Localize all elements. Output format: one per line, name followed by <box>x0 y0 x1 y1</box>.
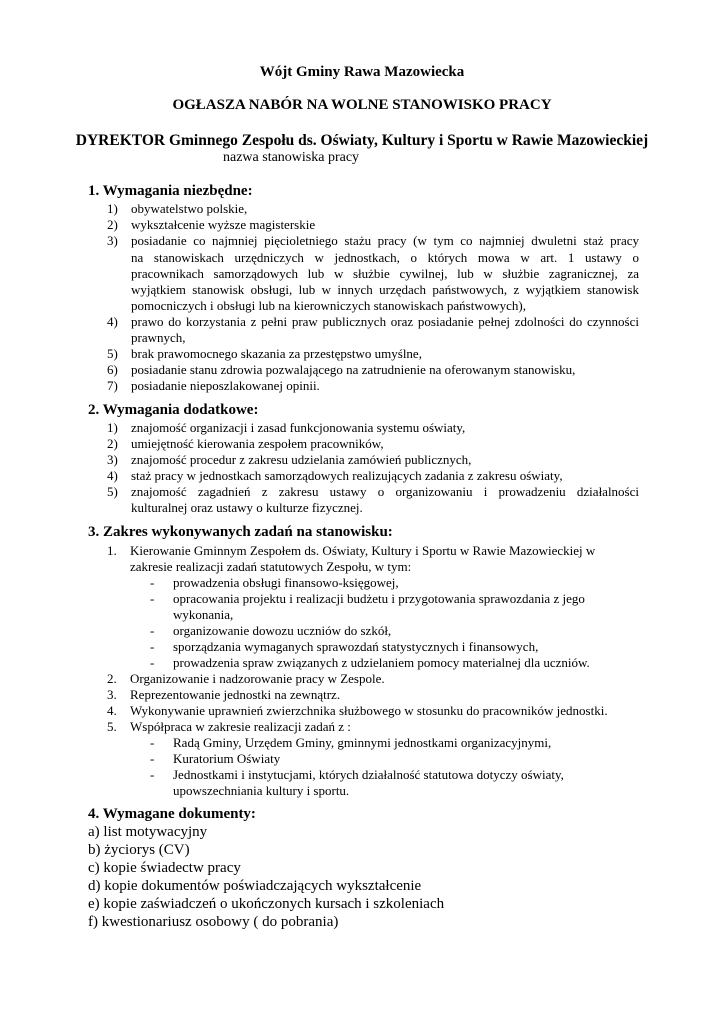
list-number: 3. <box>107 687 117 702</box>
list-item: umiejętność kierowania zespołem pracowników, <box>131 436 384 451</box>
position-caption: nazwa stanowiska pracy <box>223 150 360 165</box>
list-number: 3) <box>107 452 118 467</box>
document-item: c) kopie świadectw pracy <box>88 860 241 876</box>
list-item: Reprezentowanie jednostki na zewnątrz. <box>130 687 341 702</box>
list-number: 1) <box>107 201 118 216</box>
dash-bullet: - <box>150 623 155 638</box>
authority-title: Wójt Gminy Rawa Mazowiecka <box>259 64 465 80</box>
list-item-line: Kierowanie Gminnym Zespołem ds. Oświaty, Kultury i Sportu w Rawie Mazowieckiej w <box>130 543 596 558</box>
sub-item: prowadzenia obsługi finansowo-księgowej, <box>173 575 399 590</box>
list-item-line: na stanowiskach urzędniczych w jednostkach, o których mowa w art. 1 ustawy o <box>131 250 639 265</box>
sub-item: wykonania, <box>173 607 234 622</box>
dash-bullet: - <box>150 639 155 654</box>
sub-item: prowadzenia spraw związanych z udzielaniem pomocy materialnej dla uczniów. <box>173 655 590 670</box>
list-number: 6) <box>107 362 118 377</box>
section3-heading: 3. Zakres wykonywanych zadań na stanowisku: <box>88 524 393 540</box>
list-number: 4) <box>107 314 118 329</box>
list-number: 3) <box>107 233 118 248</box>
list-item-line: wyjątkiem stanowisk obsługi, lub w innych urzędach państwowych, z wyjątkiem stanowisk <box>131 282 639 297</box>
sub-item: sporządzania wymaganych sprawozdań statystycznych i finansowych, <box>173 639 539 654</box>
list-item: znajomość organizacji i zasad funkcjonowania systemu oświaty, <box>131 420 466 435</box>
dash-bullet: - <box>150 591 155 606</box>
list-item-line: posiadanie co najmniej pięcioletniego stażu pracy (w tym co najmniej dwuletni staż pracy <box>131 233 639 248</box>
section4-heading: 4. Wymagane dokumenty: <box>88 806 256 822</box>
list-item: znajomość procedur z zakresu udzielania zamówień publicznych, <box>131 452 472 467</box>
section1-heading: 1. Wymagania niezbędne: <box>88 183 253 199</box>
list-number: 2) <box>107 217 118 232</box>
document-item: f) kwestionariusz osobowy ( do pobrania) <box>88 914 339 930</box>
list-item-line: znajomość zagadnień z zakresu ustawy o organizowaniu i prowadzeniu działalności <box>131 484 639 499</box>
list-number: 4. <box>107 703 117 718</box>
dash-bullet: - <box>150 767 155 782</box>
section2-heading: 2. Wymagania dodatkowe: <box>88 402 259 418</box>
list-item-line: pracownikach samorządowych lub w służbie cywilnej, lub w służbie zagranicznej, za <box>131 266 639 281</box>
dash-bullet: - <box>150 751 155 766</box>
list-item: wykształcenie wyższe magisterskie <box>131 217 316 232</box>
sub-item: upowszechniania kultury i sportu. <box>173 783 350 798</box>
sub-item: Kuratorium Oświaty <box>173 751 281 766</box>
list-item: brak prawomocnego skazania za przestępstwo umyślne, <box>131 346 422 361</box>
list-number: 5) <box>107 484 118 499</box>
list-number: 4) <box>107 468 118 483</box>
list-item-line: pomocniczych i obsługi lub na kierowniczych stanowiskach państwowych), <box>131 298 526 313</box>
position-title: DYREKTOR Gminnego Zespołu ds. Oświaty, Kultury i Sportu w Rawie Mazowieckiej <box>75 132 649 149</box>
list-item-line: prawnych, <box>131 330 186 345</box>
list-item: Organizowanie i nadzorowanie pracy w Zespole. <box>130 671 385 686</box>
list-number: 1) <box>107 420 118 435</box>
list-number: 5. <box>107 719 117 734</box>
list-number: 1. <box>107 543 117 558</box>
list-item: posiadanie nieposzlakowanej opinii. <box>131 378 320 393</box>
list-item: Współpraca w zakresie realizacji zadań z : <box>130 719 351 734</box>
dash-bullet: - <box>150 655 155 670</box>
list-item: posiadanie stanu zdrowia pozwalającego na zatrudnienie na oferowanym stanowisku, <box>131 362 576 377</box>
list-number: 2) <box>107 436 118 451</box>
document-item: d) kopie dokumentów poświadczających wykształcenie <box>88 878 422 894</box>
list-item-line: prawo do korzystania z pełni praw publicznych oraz posiadanie pełnej zdolności do czynności <box>131 314 639 329</box>
document-item: e) kopie zaświadczeń o ukończonych kursach i szkoleniach <box>88 896 445 912</box>
list-item-line: kulturalnej oraz ustawy o kulturze fizycznej. <box>131 500 363 515</box>
sub-item: opracowania projektu i realizacji budżetu i przygotowania sprawozdania z jego <box>173 591 585 606</box>
list-item: Wykonywanie uprawnień zwierzchnika służbowego w stosunku do pracowników jednostki. <box>130 703 608 718</box>
sub-item: organizowanie dowozu uczniów do szkół, <box>173 623 392 638</box>
dash-bullet: - <box>150 735 155 750</box>
dash-bullet: - <box>150 575 155 590</box>
document-item: a) list motywacyjny <box>88 824 208 840</box>
sub-item: Jednostkami i instytucjami, których działalność statutowa dotyczy oświaty, <box>173 767 564 782</box>
list-item: staż pracy w jednostkach samorządowych realizujących zadania z zakresu oświaty, <box>131 468 563 483</box>
document-item: b) życiorys (CV) <box>88 842 190 858</box>
list-item-line: zakresie realizacji zadań statutowych Zespołu, w tym: <box>130 559 412 574</box>
list-number: 5) <box>107 346 118 361</box>
list-number: 7) <box>107 378 118 393</box>
list-number: 2. <box>107 671 117 686</box>
list-item: obywatelstwo polskie, <box>131 201 248 216</box>
sub-item: Radą Gminy, Urzędem Gminy, gminnymi jednostkami organizacyjnymi, <box>173 735 552 750</box>
announcement-title: OGŁASZA NABÓR NA WOLNE STANOWISKO PRACY <box>172 97 552 113</box>
